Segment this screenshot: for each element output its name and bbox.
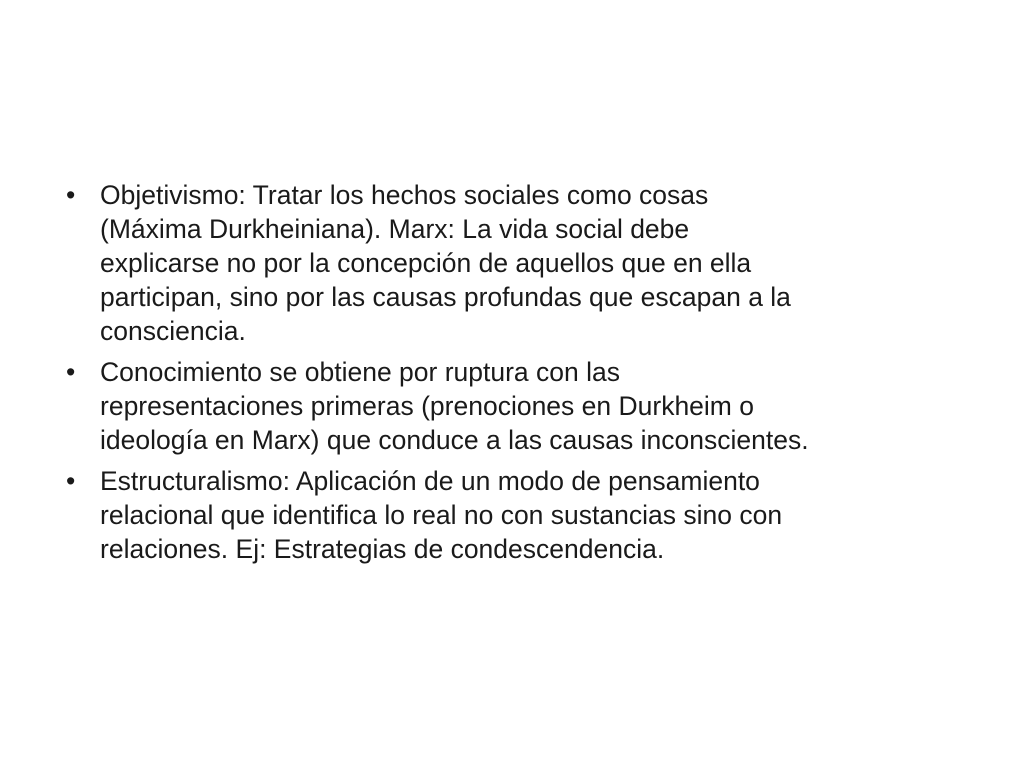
bullet-line: explicarse no por la concepción de aquellos que en ella xyxy=(100,248,752,278)
bullet-line: (Máxima Durkheiniana). Marx: La vida social debe xyxy=(100,214,690,244)
bullet-line: Estructuralismo: Aplicación de un modo de pensamiento xyxy=(100,466,760,496)
bullet-item-conocimiento xyxy=(64,355,964,457)
bullet-item-estructuralismo xyxy=(64,464,964,566)
bullet-list xyxy=(64,178,964,566)
bullet-line: consciencia. xyxy=(100,316,246,346)
bullet-item-objetivismo xyxy=(64,178,964,348)
bullet-line: relacional que identifica lo real no con sustancias sino con xyxy=(100,500,783,530)
bullet-line: Objetivismo: Tratar los hechos sociales como cosas xyxy=(100,180,709,210)
bullet-line: Conocimiento se obtiene por ruptura con las xyxy=(100,357,620,387)
bullet-dot-icon: • xyxy=(66,466,76,496)
bullet-line: ideología en Marx) que conduce a las causas inconscientes. xyxy=(100,425,809,455)
bullet-dot-icon: • xyxy=(66,357,76,387)
bullet-line: participan, sino por las causas profundas que escapan a la xyxy=(100,282,791,312)
bullet-line: representaciones primeras (prenociones en Durkheim o xyxy=(100,391,754,421)
bullet-dot-icon: • xyxy=(66,180,76,210)
bullet-line: relaciones. Ej: Estrategias de condescendencia. xyxy=(100,534,665,564)
